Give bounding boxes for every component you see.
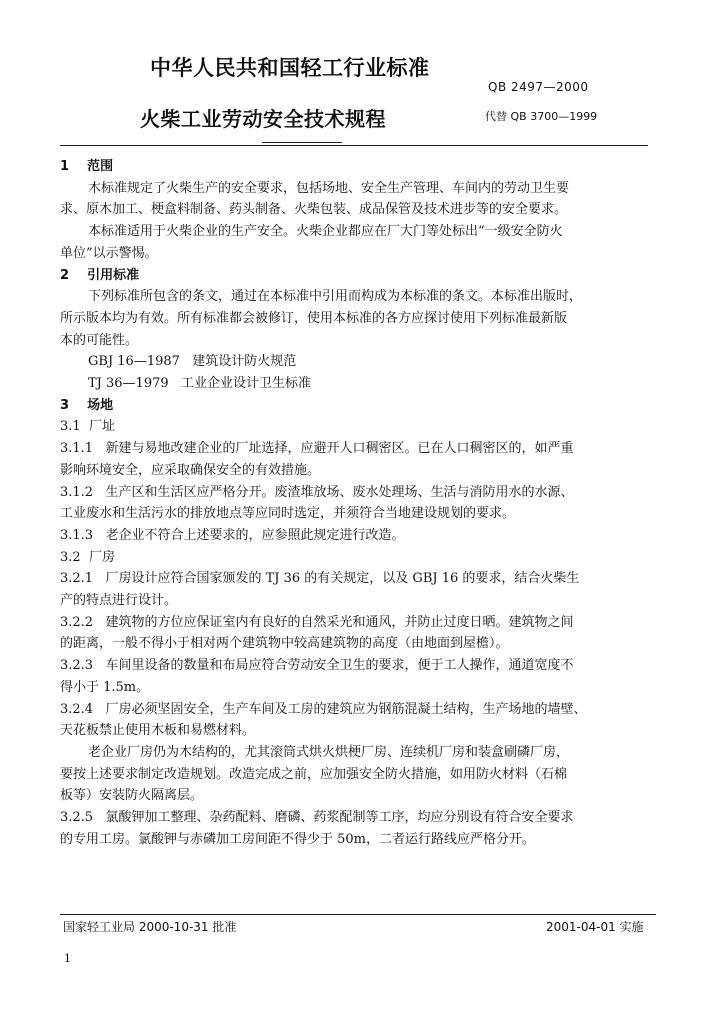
body-line: 求、原木加工、梗盒料制备、药头制备、火柴包装、成品保管及技术进步等的安全要求。 — [60, 202, 568, 218]
body-line: 要按上述要求制定改造规划。改造完成之前，应加强安全防火措施，如用防火材料（石棉 — [60, 766, 568, 782]
body-line: 本的可能性。 — [60, 332, 139, 348]
body-line: 的距离，一般不得小于相对两个建筑物中较高建筑物的高度（由地面到屋檐）。 — [60, 636, 509, 652]
body-line: 3.2.2 建筑物的方位应保证室内有良好的自然采光和通风，并防止过度日晒。建筑物之间 — [60, 614, 574, 630]
body-line: 木标准规定了火柴生产的安全要求，包括场地、安全生产管理、车间内的劳动卫生要 — [88, 180, 570, 196]
body-line: 老企业厂房仍为木结构的，尤其滚筒式烘火烘梗厂房、连续机厂房和装盒刷磷厂房， — [88, 744, 570, 760]
body-line: 影响环境安全，应采取确保安全的有效措施。 — [60, 462, 321, 478]
document-body — [60, 156, 656, 851]
body-line: 3.2.3 车间里设备的数量和布局应符合劳动安全卫生的要求，便于工人操作，通道宽度不 — [60, 658, 574, 674]
replaces-standard: 代替 QB 3700—1999 — [485, 110, 598, 123]
body-line: 产的特点进行设计。 — [60, 593, 178, 609]
body-line: 3.1.3 老企业不符合上述要求的，应参照此规定进行改造。 — [60, 527, 405, 543]
footer-divider — [60, 914, 656, 915]
standard-category: 中华人民共和国轻工行业标准 — [150, 56, 430, 80]
standard-code: QB 2497—2000 — [488, 80, 589, 94]
body-line: TJ 36—1979 工业企业设计卫生标准 — [88, 376, 312, 392]
document-title: 火柴工业劳动安全技术规程 — [140, 107, 386, 131]
section-heading: 1 范围 — [60, 159, 114, 174]
header-divider — [60, 145, 648, 146]
body-line: 本标准适用于火柴企业的生产安全。火柴企业都应在厂大门等处标出“一级安全防火 — [88, 224, 563, 240]
body-line: GBJ 16—1987 建筑设计防火规范 — [88, 354, 297, 370]
title-underline — [262, 142, 342, 143]
body-line: 3.1.2 生产区和生活区应严格分开。废渣堆放场、废水处理场、生活与消防用水的水源、 — [60, 484, 574, 500]
body-line: 3.2.4 厂房必须坚固安全，生产车间及工房的建筑应为钢筋混凝土结构，生产场地的墙壁、 — [60, 701, 587, 717]
body-line: 下列标准所包含的条文，通过在本标准中引用而构成为本标准的条文。本标准出版时， — [88, 289, 583, 305]
approval-notice: 国家轻工业局 2000-10-31 批准 — [63, 920, 237, 934]
page-number: 1 — [64, 952, 71, 965]
section-heading: 3 场地 — [60, 397, 114, 413]
body-line: 单位”以示警惕。 — [60, 245, 158, 261]
body-line: 天花板禁止使用木板和易燃材料。 — [60, 723, 256, 739]
body-line: 3.2 厂房 — [60, 549, 115, 565]
body-line: 3.1 厂址 — [60, 419, 115, 435]
body-line: 工业废水和生活污水的排放地点等应同时选定，并须符合当地建设规划的要求。 — [60, 506, 516, 522]
body-line: 板等）安装防火隔离层。 — [60, 788, 204, 804]
implementation-date: 2001-04-01 实施 — [546, 920, 644, 934]
body-line: 3.2.5 氯酸钾加工整理、杂药配料、磨磷、药浆配制等工序，均应分别设有符合安全要求 — [60, 810, 574, 826]
body-line: 的专用工房。氯酸钾与赤磷加工房间距不得少于 50m，二者运行路线应严格分开。 — [60, 831, 536, 847]
section-heading: 2 引用标准 — [60, 267, 140, 283]
body-line: 得小于 1.5m。 — [60, 679, 150, 695]
body-line: 所示版本均为有效。所有标准都会被修订，使用本标准的各方应探讨使用下列标准最新版 — [60, 310, 568, 326]
body-line: 3.1.1 新建与易地改建企业的厂址选择，应避开人口稠密区。已在人口稠密区的，如严重 — [60, 441, 574, 457]
body-line: 3.2.1 厂房设计应符合国家颁发的 TJ 36 的有关规定，以及 GBJ 16 的要求，结合火柴生 — [60, 571, 580, 587]
